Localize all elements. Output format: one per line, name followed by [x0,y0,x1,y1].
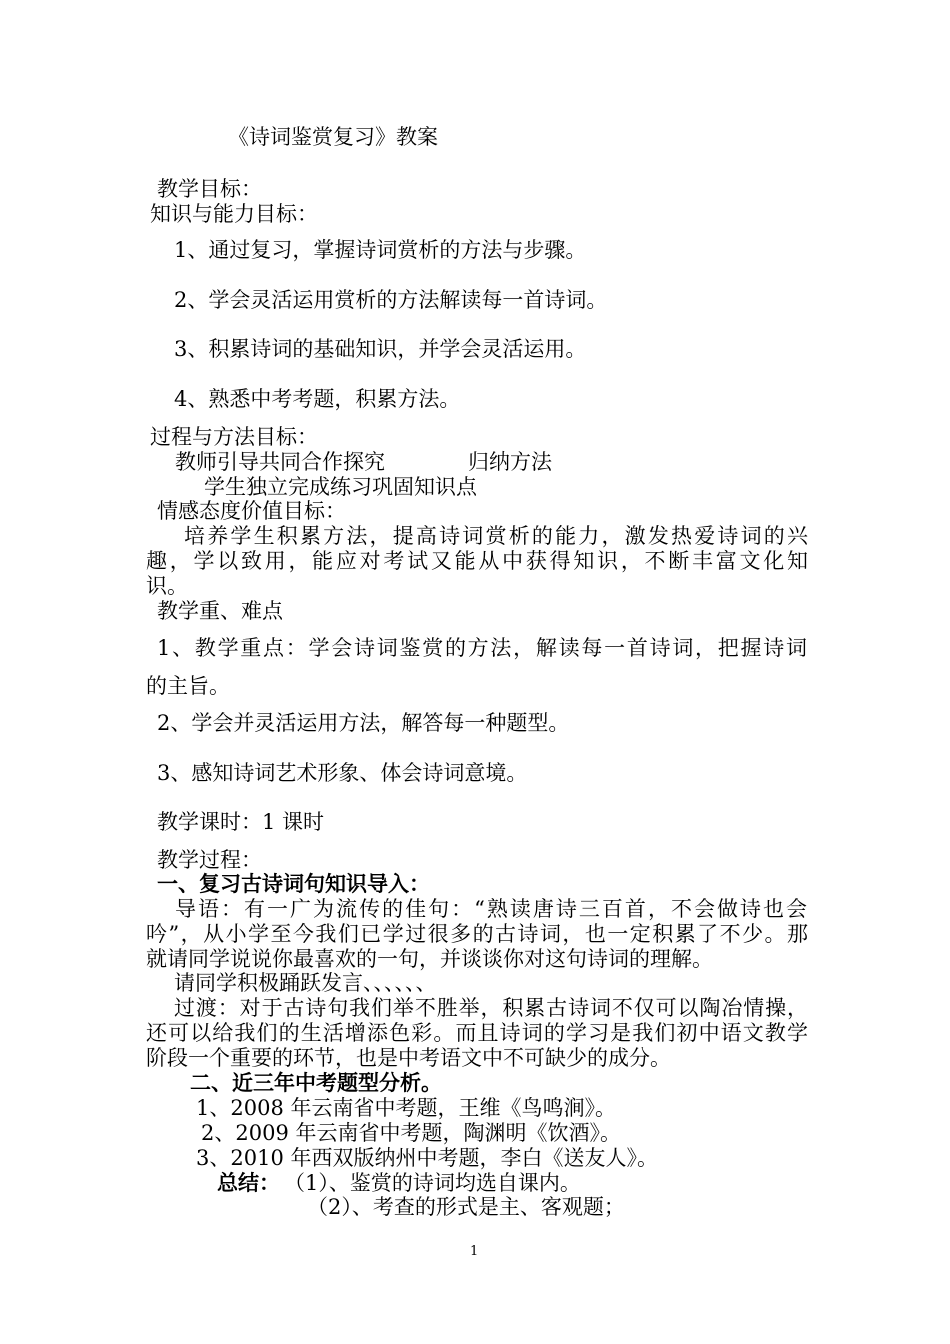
emotion-text: 培养学生积累方法，提高诗词赏析的能力，激发热爱诗词的兴 [184,524,808,548]
transition-text: 阶段一个重要的环节，也是中考语文中不可缺少的成分。 [146,1046,671,1070]
intro-text: 导语：有一广为流传的佳句：“熟读唐诗三百首，不会做诗也会 [175,897,807,921]
process-line: 学生独立完成练习巩固知识点 [204,475,477,499]
knowledge-item: 4、熟悉中考考题，积累方法。 [174,387,461,411]
transition-text: 过渡：对于古诗句我们举不胜举，积累古诗词不仅可以陶冶情操， [174,996,808,1020]
intro-text: 吟”，从小学至今我们已学过很多的古诗词，也一定积累了不少。那 [146,922,808,946]
emotion-heading: 情感态度价值目标： [157,499,346,523]
knowledge-item: 3、积累诗词的基础知识，并学会灵活运用。 [174,337,587,361]
exam-item: 2、2009 年云南省中考题，陶渊明《饮酒》。 [201,1121,621,1145]
key-item: 3、感知诗词艺术形象、体会诗词意境。 [157,761,528,785]
process-line: 教师引导共同合作探究 [175,450,385,474]
exam-item: 1、2008 年云南省中考题，王维《鸟鸣涧》。 [196,1096,616,1120]
key-item: 的主旨。 [146,674,230,698]
section1-title: 一、复习古诗词句知识导入： [157,872,430,896]
key-item: 1、教学重点：学会诗词鉴赏的方法，解读每一首诗词，把握诗词 [157,636,807,660]
invite-text: 请同学积极踊跃发言、、、、、、 [174,971,437,995]
knowledge-heading: 知识与能力目标： [150,202,318,226]
key-heading: 教学重、难点 [157,599,283,623]
page-number: 1 [470,1244,479,1259]
summary-item: （2）、考查的形式是主、客观题； [307,1195,625,1219]
key-item: 2、学会并灵活运用方法，解答每一种题型。 [157,711,570,735]
section2-title: 二、近三年中考题型分析。 [190,1071,442,1095]
process-line: 归纳方法 [468,450,552,474]
knowledge-item: 2、学会灵活运用赏析的方法解读每一首诗词。 [174,288,608,312]
emotion-text: 趣，学以致用，能应对考试又能从中获得知识，不断丰富文化知 [146,549,808,573]
process-main-heading: 教学过程： [157,848,262,872]
exam-item: 3、2010 年西双版纳州中考题，李白《送友人》。 [196,1146,658,1170]
objectives-heading: 教学目标： [157,177,262,201]
summary-item: （1）、鉴赏的诗词均选自课内。 [284,1171,581,1195]
transition-text: 还可以给我们的生活增添色彩。而且诗词的学习是我们初中语文教学 [146,1021,808,1045]
process-heading: 过程与方法目标： [150,425,318,449]
class-hours: 教学课时：1 课时 [157,810,325,834]
emotion-text: 识。 [146,574,188,598]
knowledge-item: 1、通过复习，掌握诗词赏析的方法与步骤。 [174,238,587,262]
intro-text: 就请同学说说你最喜欢的一句，并谈谈你对这句诗词的理解。 [146,947,713,971]
summary-label: 总结： [217,1171,280,1195]
doc-title: 《诗词鉴赏复习》教案 [228,125,438,149]
